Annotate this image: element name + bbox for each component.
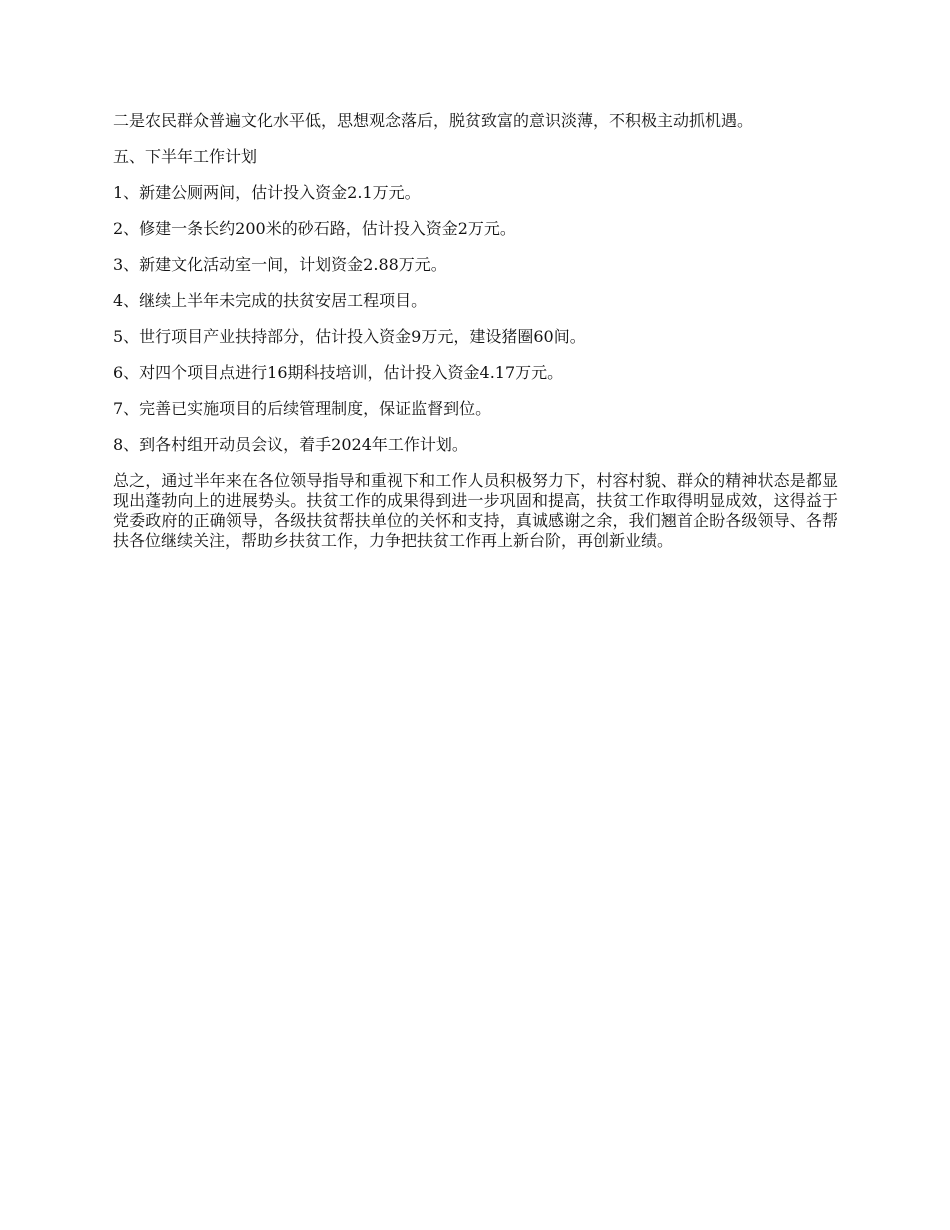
document-page (113, 111, 838, 567)
plan-item-4: 4、继续上半年未完成的扶贫安居工程项目。 (113, 291, 428, 310)
intro-paragraph: 二是农民群众普遍文化水平低，思想观念落后，脱贫致富的意识淡薄，不积极主动抓机遇。 (113, 111, 754, 130)
plan-item-5: 5、世行项目产业扶持部分，估计投入资金9万元，建设猪圈60间。 (113, 327, 586, 346)
plan-item-1: 1、新建公厕两间，估计投入资金2.1万元。 (113, 183, 421, 202)
plan-item-7: 7、完善已实施项目的后续管理制度，保证监督到位。 (113, 399, 492, 418)
plan-item-6: 6、对四个项目点进行16期科技培训，估计投入资金4.17万元。 (113, 363, 564, 382)
section-heading: 五、下半年工作计划 (113, 147, 258, 166)
plan-item-2: 2、修建一条长约200米的砂石路，估计投入资金2万元。 (113, 219, 516, 238)
plan-item-3: 3、新建文化活动室一间，计划资金2.88万元。 (113, 255, 447, 274)
conclusion-paragraph: 总之，通过半年来在各位领导指导和重视下和工作人员积极努力下，村容村貌、群众的精神状态是都显现出蓬勃向上的进展势头。扶贫工作的成果得到进一步巩固和提高，扶贫工作取得明显成效，这得益于党委政府的正确领导，各级扶贫帮扶单位的关怀和支持，真诚感谢之余，我们翘首企盼各级领导、各帮扶各位继续关注，帮助乡扶贫工作，力争把扶贫工作再上新台阶，再创新业绩。 (113, 471, 838, 550)
plan-item-8: 8、到各村组开动员会议，着手2024年工作计划。 (113, 435, 468, 454)
